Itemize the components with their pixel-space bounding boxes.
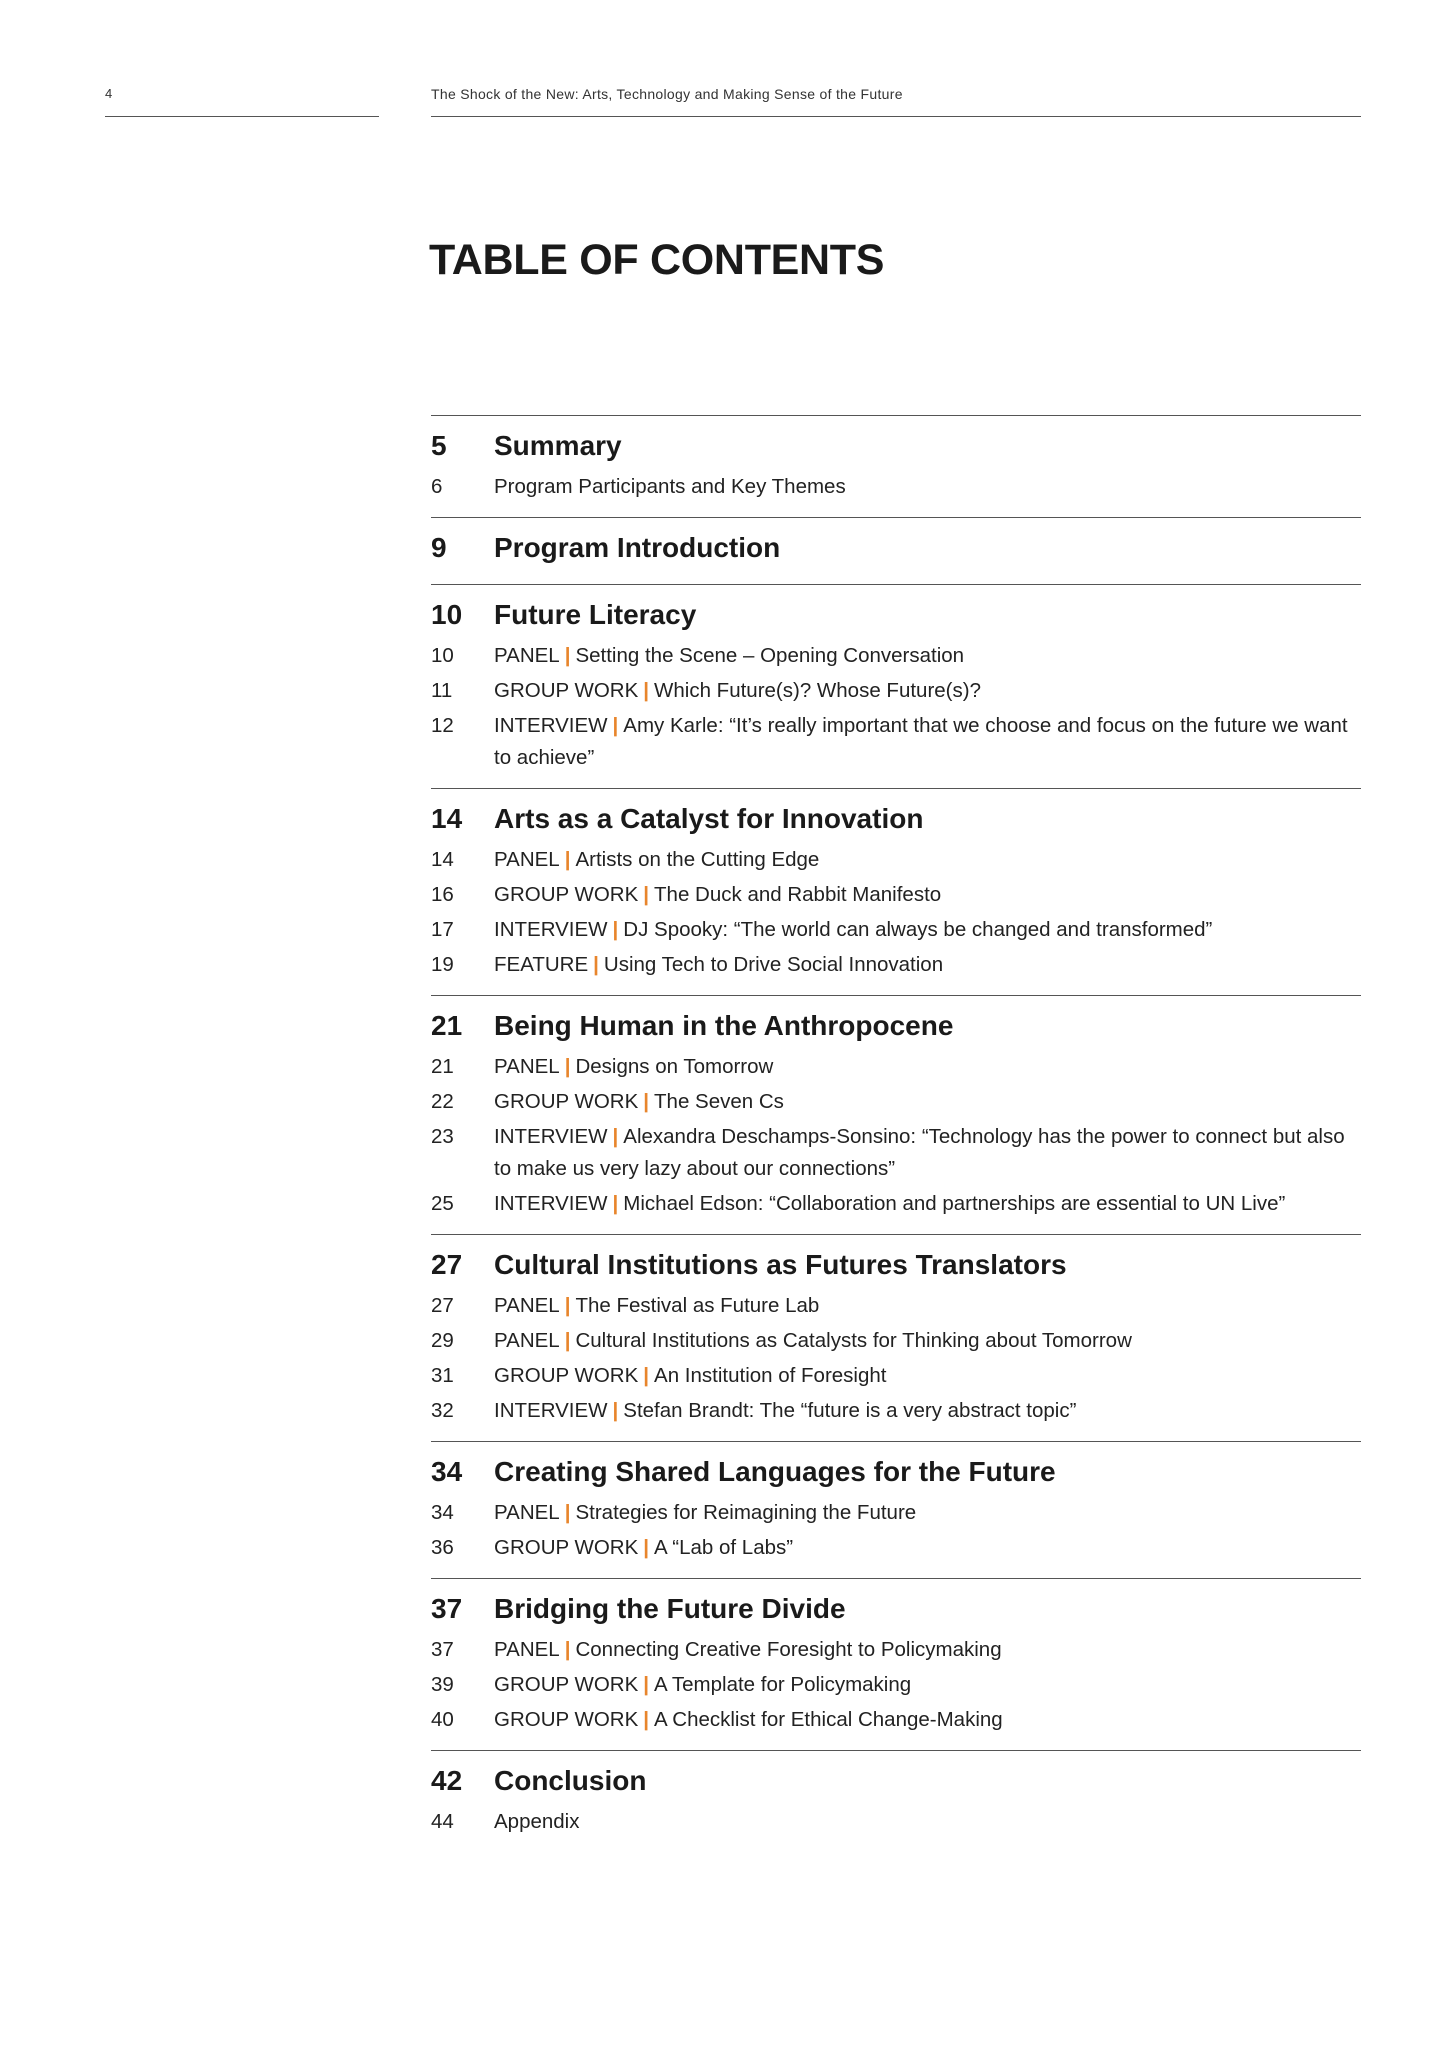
section-title: Being Human in the Anthropocene (494, 1010, 954, 1041)
entry-category: GROUP WORK (494, 1708, 639, 1731)
entry-text (494, 471, 1361, 503)
entry-title: Using Tech to Drive Social Innovation (603, 953, 944, 976)
entry-page-number: 10 (431, 644, 454, 667)
entry-title: A Template for Policymaking (654, 1673, 912, 1696)
section-page-number: 37 (431, 1593, 463, 1624)
toc-entry[interactable] (431, 1086, 1361, 1118)
category-separator: | (564, 848, 571, 871)
section-heading[interactable] (431, 797, 1361, 841)
entry-category: PANEL (494, 1501, 560, 1524)
entry-category: GROUP WORK (494, 1090, 639, 1113)
entry-page-number: 37 (431, 1638, 454, 1661)
toc-entry[interactable] (431, 1121, 1361, 1185)
entry-text (494, 675, 1361, 707)
section-heading[interactable] (431, 593, 1361, 637)
section-heading[interactable] (431, 1243, 1361, 1287)
entry-text (494, 1669, 1361, 1701)
section-page-number: 42 (431, 1765, 463, 1796)
entry-title: Artists on the Cutting Edge (575, 848, 820, 871)
toc-entry[interactable] (431, 1325, 1361, 1357)
entry-text (494, 1497, 1361, 1529)
entry-text (494, 949, 1361, 981)
entry-page-number: 22 (431, 1090, 454, 1113)
entry-text (494, 1086, 1361, 1118)
entry-title: Stefan Brandt: The “future is a very abstract topic” (623, 1399, 1077, 1422)
toc-entry[interactable] (431, 1051, 1361, 1083)
running-header: The Shock of the New: Arts, Technology and Making Sense of the Future (431, 86, 903, 102)
entry-title: The Festival as Future Lab (575, 1294, 820, 1317)
section-page-number: 34 (431, 1456, 463, 1487)
toc-section (431, 1578, 1361, 1750)
entry-category: INTERVIEW (494, 1399, 608, 1422)
entry-title: A “Lab of Labs” (654, 1536, 794, 1559)
header-rule-left (105, 116, 379, 117)
entry-text (494, 844, 1361, 876)
entry-text (494, 710, 1361, 774)
toc-entry[interactable] (431, 675, 1361, 707)
entry-text (494, 1121, 1361, 1185)
entry-category: PANEL (494, 1638, 560, 1661)
entry-text (494, 879, 1361, 911)
category-separator: | (643, 883, 650, 906)
entry-text (494, 1704, 1361, 1736)
toc-entry[interactable] (431, 710, 1361, 774)
entry-title: Program Participants and Key Themes (494, 475, 846, 498)
entry-page-number: 44 (431, 1810, 454, 1833)
entry-category: GROUP WORK (494, 1364, 639, 1387)
entry-page-number: 16 (431, 883, 454, 906)
entry-title: Amy Karle: “It’s really important that we choose and focus on the future we want to achieve” (494, 714, 1348, 769)
entry-page-number: 21 (431, 1055, 454, 1078)
entry-category: PANEL (494, 848, 560, 871)
section-heading[interactable] (431, 1450, 1361, 1494)
toc-entry[interactable] (431, 914, 1361, 946)
entry-page-number: 36 (431, 1536, 454, 1559)
entry-title: Connecting Creative Foresight to Policymaking (575, 1638, 1002, 1661)
entry-category: PANEL (494, 644, 560, 667)
entry-title: Appendix (494, 1810, 580, 1833)
category-separator: | (612, 714, 619, 737)
entry-page-number: 11 (431, 679, 453, 702)
category-separator: | (564, 644, 571, 667)
entry-page-number: 34 (431, 1501, 454, 1524)
entry-text (494, 1634, 1361, 1666)
toc-entry[interactable] (431, 949, 1361, 981)
section-page-number: 9 (431, 532, 447, 563)
toc-section (431, 995, 1361, 1234)
entry-page-number: 19 (431, 953, 454, 976)
section-heading[interactable] (431, 1004, 1361, 1048)
entry-title: DJ Spooky: “The world can always be changed and transformed” (623, 918, 1213, 941)
toc-entry[interactable] (431, 471, 1361, 503)
entry-category: INTERVIEW (494, 1192, 608, 1215)
section-title: Bridging the Future Divide (494, 1593, 846, 1624)
entry-title: Cultural Institutions as Catalysts for Thinking about Tomorrow (575, 1329, 1132, 1352)
table-of-contents (431, 415, 1361, 1852)
entry-page-number: 6 (431, 475, 443, 498)
toc-entry[interactable] (431, 1395, 1361, 1427)
toc-section (431, 1750, 1361, 1852)
category-separator: | (564, 1055, 571, 1078)
entry-text (494, 1051, 1361, 1083)
toc-section (431, 415, 1361, 517)
entry-text (494, 1188, 1361, 1220)
entry-page-number: 14 (431, 848, 454, 871)
entry-category: GROUP WORK (494, 883, 639, 906)
section-title: Summary (494, 430, 622, 461)
toc-section (431, 517, 1361, 584)
entry-text (494, 1532, 1361, 1564)
entry-text (494, 914, 1361, 946)
section-page-number: 14 (431, 803, 463, 834)
entry-category: PANEL (494, 1055, 560, 1078)
entry-page-number: 25 (431, 1192, 454, 1215)
page-number: 4 (105, 86, 113, 101)
toc-section (431, 1441, 1361, 1578)
category-separator: | (564, 1329, 571, 1352)
section-title: Future Literacy (494, 599, 697, 630)
toc-entry[interactable] (431, 1634, 1361, 1666)
section-title: Arts as a Catalyst for Innovation (494, 803, 924, 834)
category-separator: | (612, 1125, 619, 1148)
category-separator: | (643, 1673, 650, 1696)
entry-page-number: 31 (431, 1364, 454, 1387)
category-separator: | (564, 1294, 571, 1317)
entry-category: FEATURE (494, 953, 589, 976)
entry-title: The Duck and Rabbit Manifesto (654, 883, 942, 906)
section-title: Creating Shared Languages for the Future (494, 1456, 1056, 1487)
entry-text (494, 1395, 1361, 1427)
section-title: Program Introduction (494, 532, 781, 563)
page-title: TABLE OF CONTENTS (429, 236, 885, 284)
entry-page-number: 32 (431, 1399, 454, 1422)
entry-page-number: 29 (431, 1329, 454, 1352)
category-separator: | (643, 1364, 650, 1387)
section-title: Cultural Institutions as Futures Translators (494, 1249, 1067, 1280)
category-separator: | (643, 679, 650, 702)
category-separator: | (643, 1536, 650, 1559)
entry-category: INTERVIEW (494, 1125, 608, 1148)
entry-page-number: 40 (431, 1708, 454, 1731)
header-rule-right (431, 116, 1361, 117)
category-separator: | (564, 1638, 571, 1661)
section-heading[interactable] (431, 526, 1361, 570)
entry-category: INTERVIEW (494, 714, 608, 737)
section-title: Conclusion (494, 1765, 647, 1796)
entry-text (494, 1325, 1361, 1357)
entry-title: An Institution of Foresight (654, 1364, 887, 1387)
entry-title: Which Future(s)? Whose Future(s)? (654, 679, 981, 702)
toc-entry[interactable] (431, 1290, 1361, 1322)
category-separator: | (643, 1708, 650, 1731)
entry-title: Designs on Tomorrow (575, 1055, 774, 1078)
category-separator: | (612, 1399, 619, 1422)
toc-section (431, 584, 1361, 788)
entry-page-number: 27 (431, 1294, 454, 1317)
entry-text (494, 1360, 1361, 1392)
section-heading[interactable] (431, 1587, 1361, 1631)
toc-entry[interactable] (431, 1704, 1361, 1736)
toc-entry[interactable] (431, 1532, 1361, 1564)
entry-title: A Checklist for Ethical Change-Making (654, 1708, 1003, 1731)
toc-section (431, 1234, 1361, 1441)
entry-title: Michael Edson: “Collaboration and partnerships are essential to UN Live” (623, 1192, 1286, 1215)
section-page-number: 21 (431, 1010, 463, 1041)
toc-entry[interactable] (431, 1806, 1361, 1838)
entry-page-number: 12 (431, 714, 454, 737)
category-separator: | (612, 1192, 619, 1215)
entry-title: Alexandra Deschamps-Sonsino: “Technology has the power to connect but also to make us very lazy about our connections” (494, 1125, 1345, 1180)
toc-section (431, 788, 1361, 995)
entry-category: INTERVIEW (494, 918, 608, 941)
entry-category: GROUP WORK (494, 1536, 639, 1559)
entry-text (494, 640, 1361, 672)
entry-page-number: 17 (431, 918, 454, 941)
entry-category: PANEL (494, 1329, 560, 1352)
category-separator: | (564, 1501, 571, 1524)
entry-title: Setting the Scene – Opening Conversation (575, 644, 965, 667)
entry-category: GROUP WORK (494, 1673, 639, 1696)
entry-text (494, 1806, 1361, 1838)
entry-text (494, 1290, 1361, 1322)
toc-entry[interactable] (431, 1188, 1361, 1220)
toc-entry[interactable] (431, 879, 1361, 911)
toc-entry[interactable] (431, 640, 1361, 672)
entry-category: GROUP WORK (494, 679, 639, 702)
section-heading[interactable] (431, 424, 1361, 468)
toc-entry[interactable] (431, 1360, 1361, 1392)
toc-entry[interactable] (431, 844, 1361, 876)
section-page-number: 5 (431, 430, 447, 461)
section-page-number: 10 (431, 599, 463, 630)
entry-category: PANEL (494, 1294, 560, 1317)
section-page-number: 27 (431, 1249, 463, 1280)
category-separator: | (593, 953, 599, 976)
category-separator: | (643, 1090, 650, 1113)
toc-entry[interactable] (431, 1669, 1361, 1701)
section-heading[interactable] (431, 1759, 1361, 1803)
entry-page-number: 23 (431, 1125, 454, 1148)
category-separator: | (612, 918, 619, 941)
entry-page-number: 39 (431, 1673, 454, 1696)
entry-title: Strategies for Reimagining the Future (575, 1501, 917, 1524)
toc-entry[interactable] (431, 1497, 1361, 1529)
entry-title: The Seven Cs (654, 1090, 784, 1113)
